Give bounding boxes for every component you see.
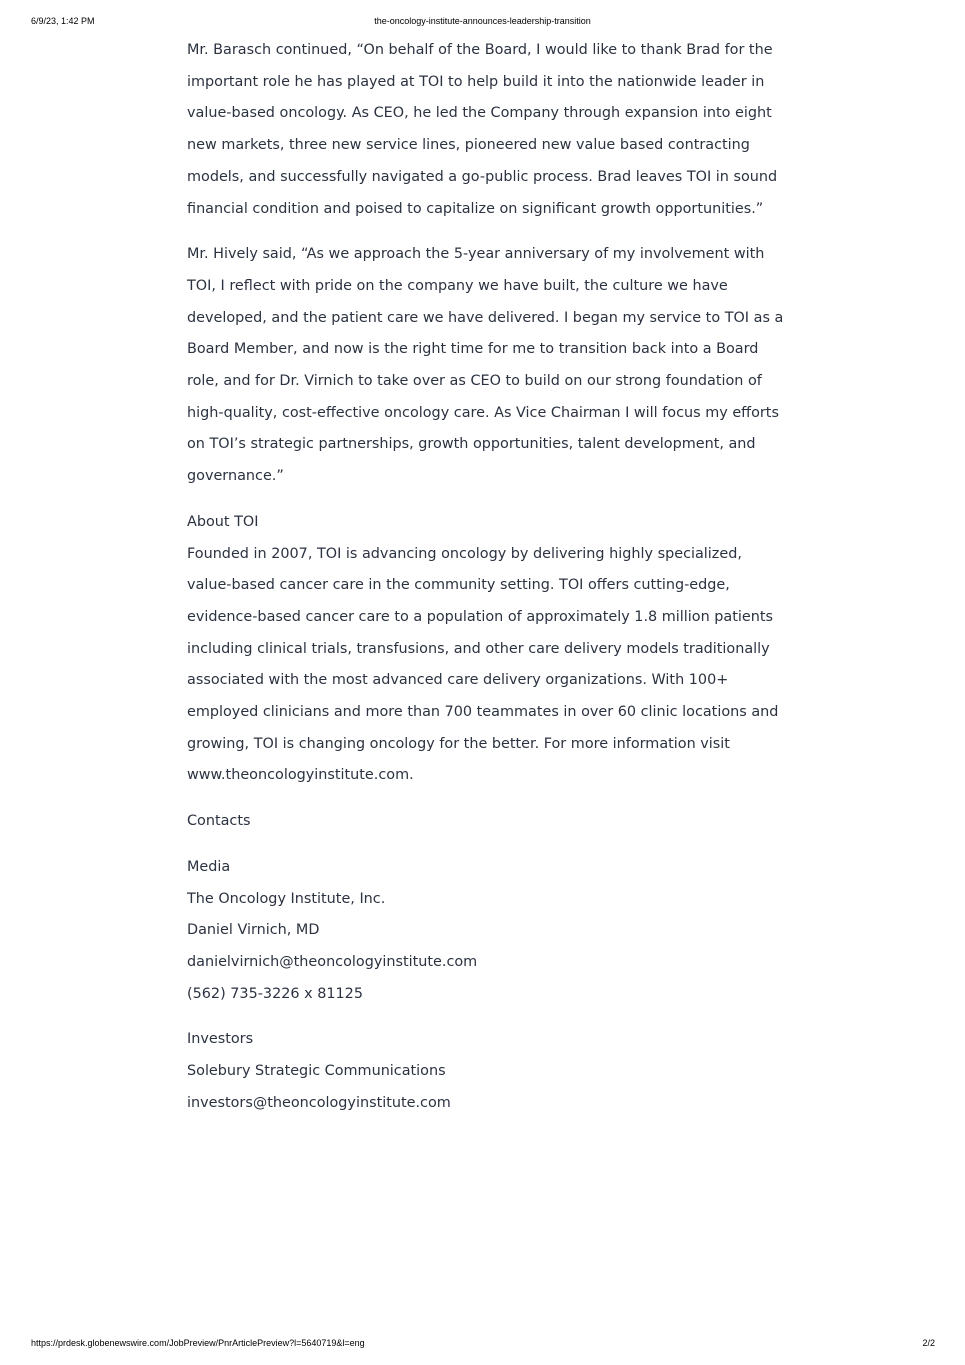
media-contact — [187, 852, 787, 1011]
about-section — [187, 507, 787, 792]
paragraph-barasch-quote: Mr. Barasch continued, “On behalf of the Board, I would like to thank Brad for the important role he has played at TOI to help build it into the nationwide leader in value-based oncology. As CEO, he led the Company through expansion into eight new markets, three new service lines, pioneered new value based contracting models, and successfully navigated a go-public process. Brad leaves TOI in sound financial condition and poised to capitalize on significant growth opportunities.” — [187, 42, 778, 217]
investors-heading: Investors — [187, 1031, 254, 1048]
investors-company: Solebury Strategic Communications — [187, 1063, 446, 1080]
media-company: The Oncology Institute, Inc. — [187, 890, 386, 907]
print-footer — [0, 1338, 965, 1350]
print-url: https://prdesk.globenewswire.com/JobPreview/PnrArticlePreview?l=5640719&l=eng — [31, 1338, 365, 1348]
article-body — [187, 35, 787, 1134]
media-email: danielvirnich@theoncologyinstitute.com — [187, 953, 478, 970]
print-datetime: 6/9/23, 1:42 PM — [31, 16, 95, 26]
media-contact-name: Daniel Virnich, MD — [187, 922, 320, 939]
investors-email: investors@theoncologyinstitute.com — [187, 1094, 451, 1111]
about-heading: About TOI — [187, 513, 259, 530]
print-header — [0, 16, 965, 28]
media-phone: (562) 735-3226 x 81125 — [187, 985, 363, 1002]
paragraph-hively-quote: Mr. Hively said, “As we approach the 5-year anniversary of my involvement with TOI, I reflect with pride on the company we have built, the culture we have developed, and the patient care we have delivered. I began my service to TOI as a Board Member, and now is the right time for me to transition back into a Board role, and for Dr. Virnich to take over as CEO to build on our strong foundation of high-quality, cost-effective oncology care. As Vice Chairman I will focus my efforts on TOI’s strategic partnerships, growth opportunities, talent development, and governance.” — [187, 246, 784, 485]
media-heading: Media — [187, 858, 231, 875]
print-page-number: 2/2 — [922, 1338, 935, 1348]
about-text: Founded in 2007, TOI is advancing oncology by delivering highly specialized, value-based cancer care in the community setting. TOI offers cutting-edge, evidence-based cancer care to a population of approximately 1.8 million patients including clinical trials, transfusions, and other care delivery models traditionally associated with the most advanced care delivery organizations. With 100+ employed clinicians and more than 700 teammates in over 60 clinic locations and growing, TOI is changing oncology for the better. For more information visit www.theoncologyinstitute.com. — [187, 545, 779, 784]
print-page-title: the-oncology-institute-announces-leadership-transition — [374, 16, 591, 26]
contacts-heading: Contacts — [187, 813, 251, 830]
investors-contact — [187, 1024, 787, 1119]
